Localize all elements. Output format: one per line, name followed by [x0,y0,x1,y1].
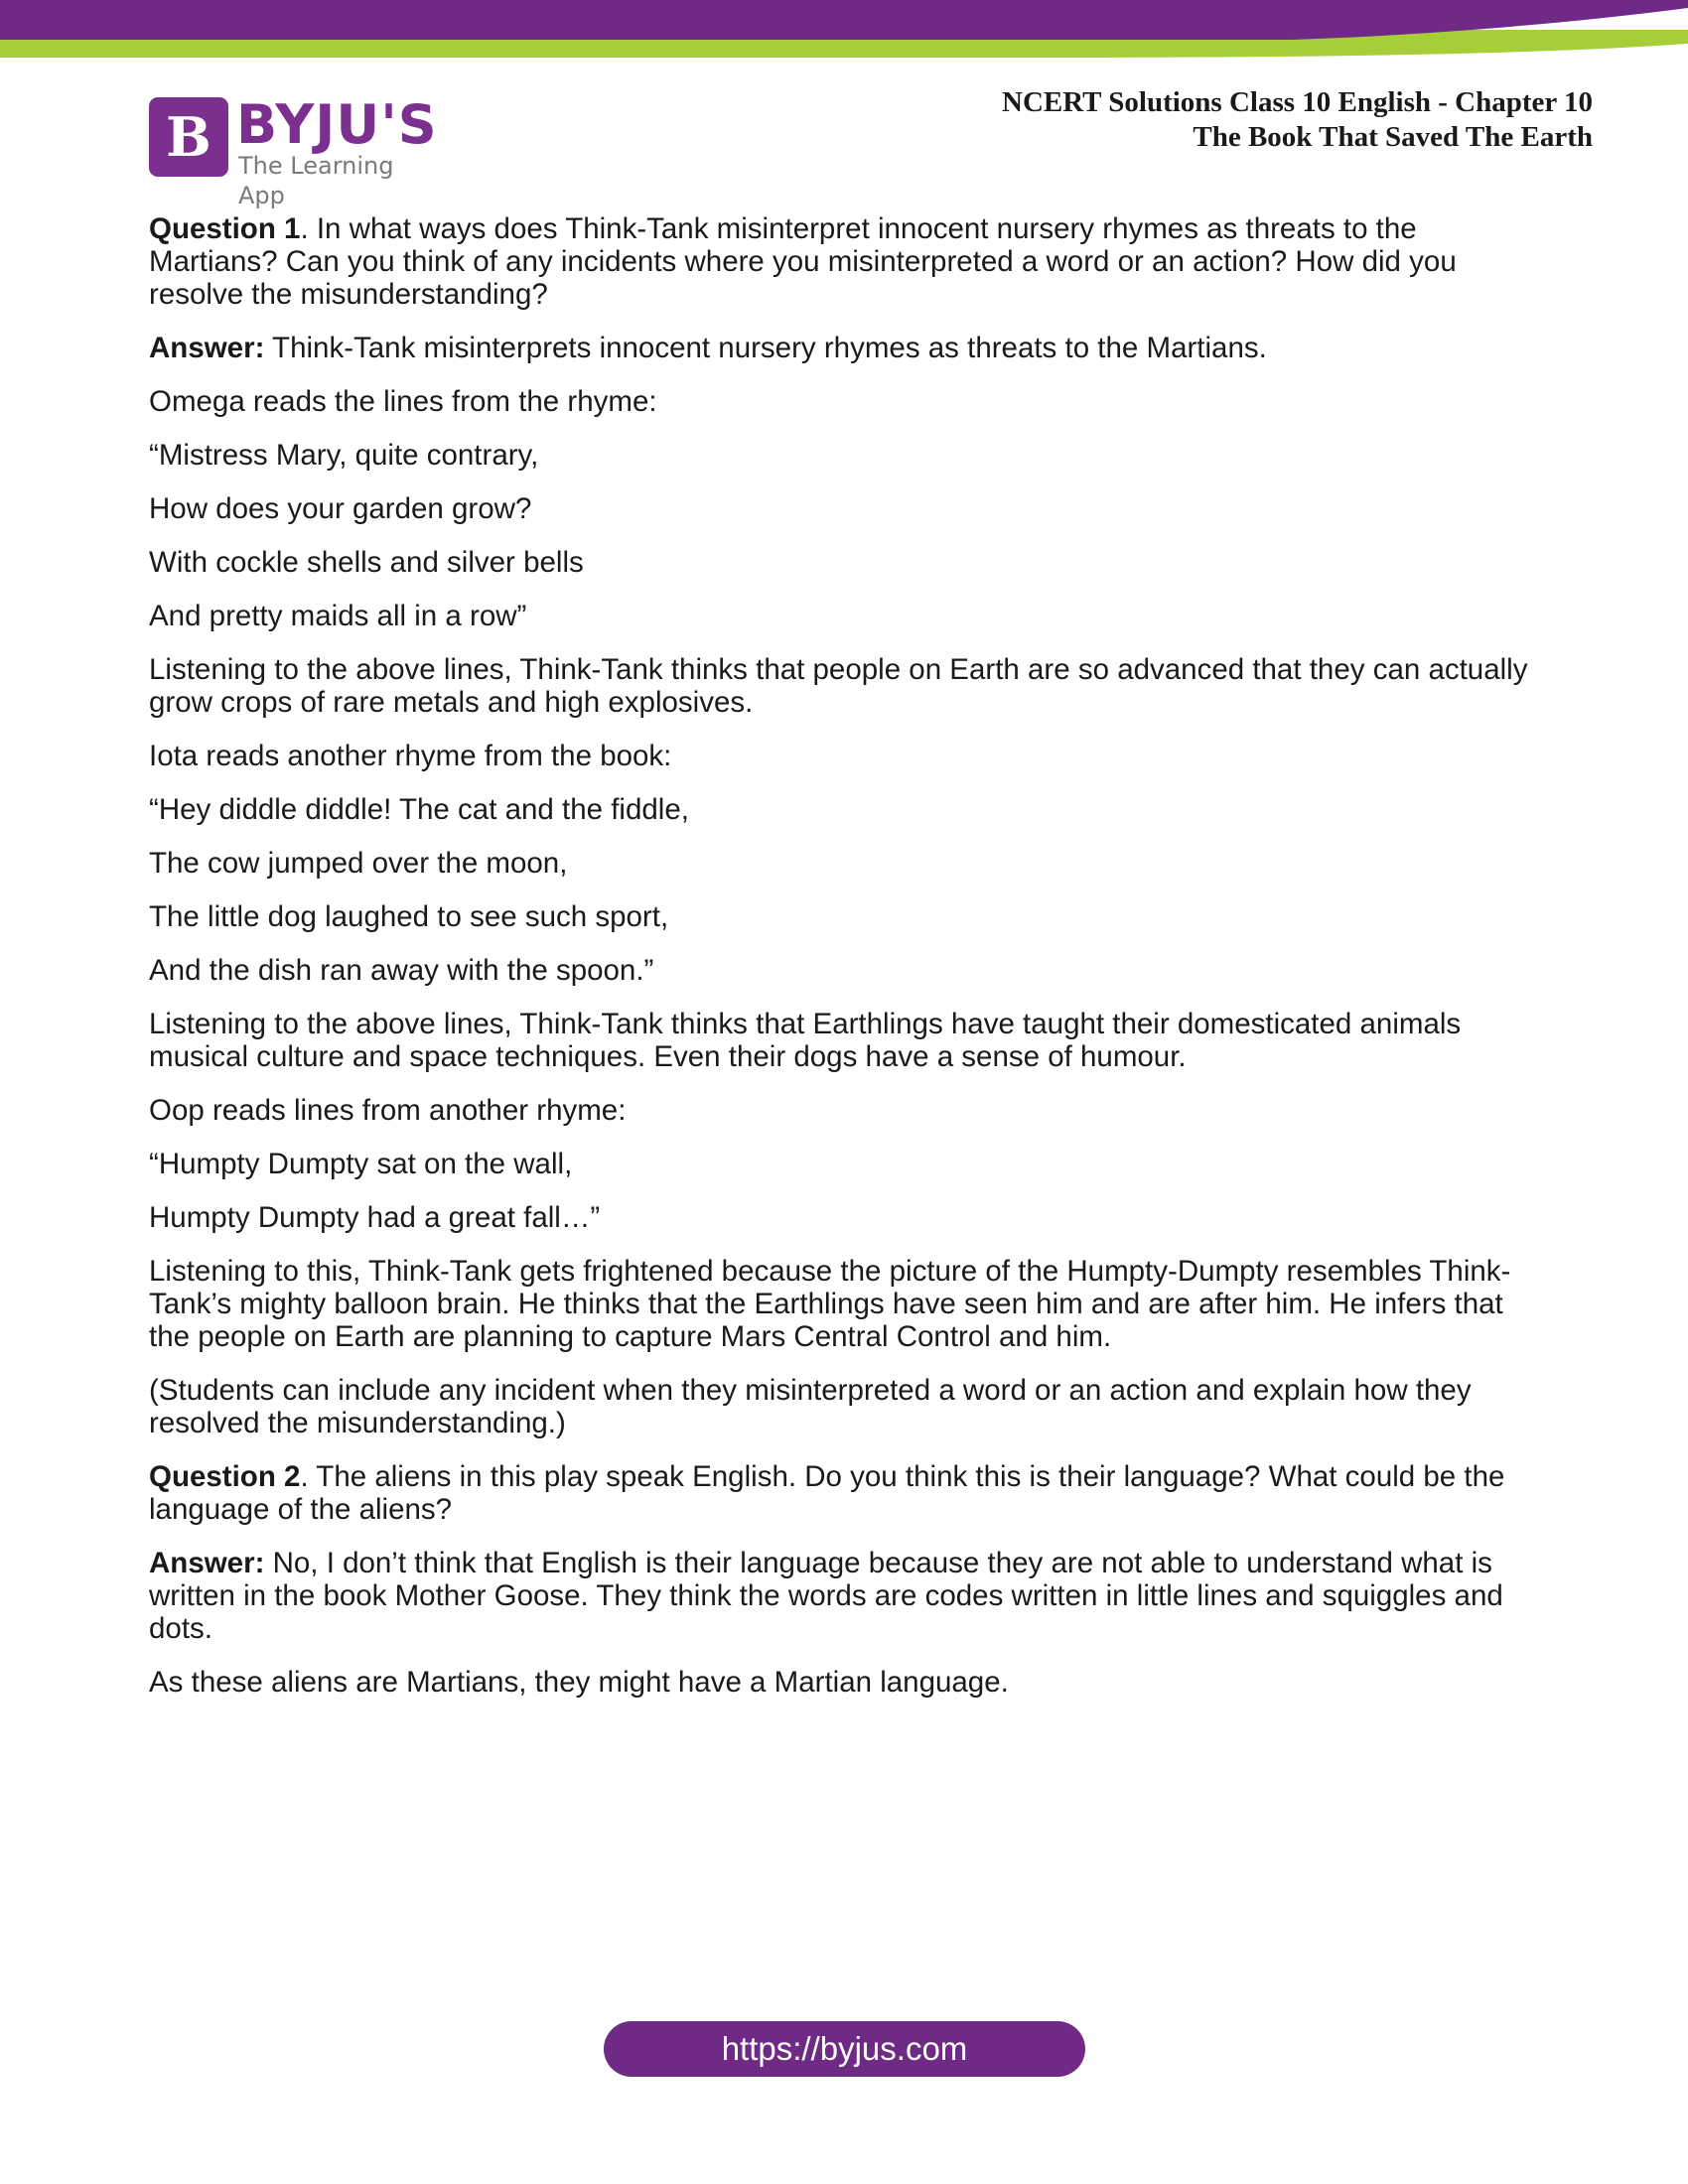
rhyme-line: “Mistress Mary, quite contrary, [149,439,539,472]
question-2-label: Question 2 [149,1460,301,1493]
rhyme-line: And pretty maids all in a row” [149,600,527,632]
rhyme-line: The little dog laughed to see such sport, [149,900,669,933]
rhyme-line: With cockle shells and silver bells [149,546,584,579]
answer-1-text: Think-Tank misinterprets innocent nursery rhymes as threats to the Martians. [264,332,1267,364]
paragraph: Omega reads the lines from the rhyme: [149,385,657,418]
rhyme-line: How does your garden grow? [149,492,532,525]
footer-url-link[interactable]: https://byjus.com [604,2021,1085,2077]
document-title-line1: NCERT Solutions Class 10 English - Chapter 10 [1002,86,1593,118]
paragraph: (Students can include any incident when they misinterpreted a word or an action and explain how they resolved the misunderstanding.) [149,1374,1472,1439]
question-1-text: . In what ways does Think-Tank misinterpret innocent nursery rhymes as threats to the Martians? Can you think of any incidents where you misinterpreted a word or an action? How did you resolve the misunderstanding? [149,212,1457,311]
logo-mark: B [149,97,228,177]
question-2-text: . The aliens in this play speak English. Do you think this is their language? What could be the language of the aliens? [149,1460,1505,1526]
paragraph: Oop reads lines from another rhyme: [149,1094,627,1127]
document-title [1002,85,1593,155]
paragraph: Listening to the above lines, Think-Tank thinks that Earthlings have taught their domesticated animals musical culture and space techniques. Even their dogs have a sense of humour. [149,1008,1462,1073]
rhyme-line: “Hey diddle diddle! The cat and the fiddle, [149,793,689,826]
logo-name: BYJU'S [236,93,438,156]
logo-tagline: The Learning App [238,152,394,209]
document-body [149,212,1539,1719]
answer-1-label: Answer: [149,332,265,364]
answer-2-label: Answer: [149,1547,265,1579]
header-band [0,0,1688,60]
paragraph: As these aliens are Martians, they might have a Martian language. [149,1666,1009,1699]
byjus-logo [149,93,447,209]
question-1 [149,212,1539,311]
rhyme-line: The cow jumped over the moon, [149,847,568,880]
rhyme-line: And the dish ran away with the spoon.” [149,954,654,987]
paragraph: Iota reads another rhyme from the book: [149,740,672,772]
paragraph: Listening to this, Think-Tank gets frightened because the picture of the Humpty-Dumpty resembles Think-Tank’s mighty balloon brain. He thinks that the Earthlings have seen him and are after him. He infers that the people on Earth are planning to capture Mars Central Control and him. [149,1255,1511,1353]
document-title-line2: The Book That Saved The Earth [1193,121,1593,153]
question-1-label: Question 1 [149,212,301,245]
rhyme-line: Humpty Dumpty had a great fall…” [149,1201,601,1234]
rhyme-line: “Humpty Dumpty sat on the wall, [149,1148,573,1180]
paragraph: Listening to the above lines, Think-Tank thinks that people on Earth are so advanced that they can actually grow crops of rare metals and high explosives. [149,653,1528,719]
answer-2 [149,1547,1539,1645]
question-2 [149,1460,1539,1526]
answer-1 [149,332,1539,364]
answer-2-text: No, I don’t think that English is their language because they are not able to understand what is written in the book Mother Goose. They think the words are codes written in little lines and squiggles and dots. [149,1547,1503,1645]
